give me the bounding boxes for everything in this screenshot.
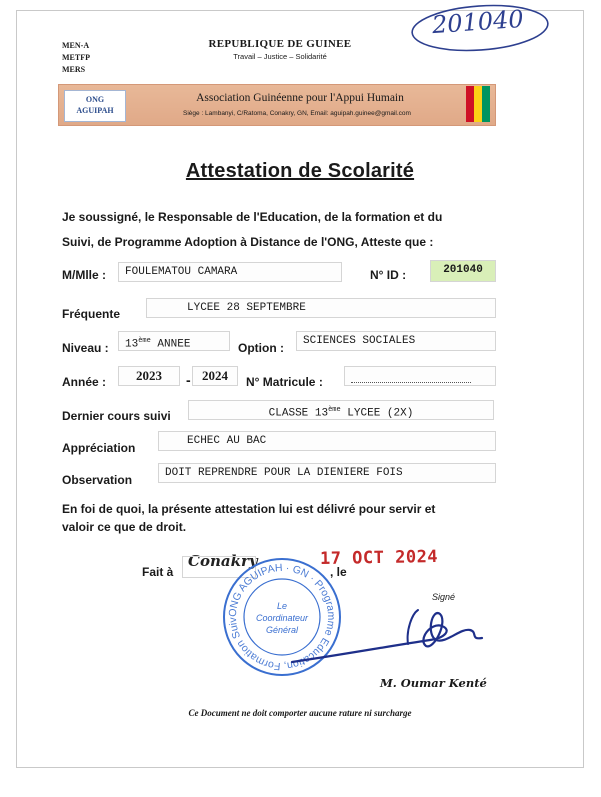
level-field [118, 331, 230, 351]
ong-logo-line-2: AGUIPAH [76, 106, 114, 115]
flag-stripe-red [466, 86, 474, 122]
matricule-field [344, 366, 496, 386]
ref-number: 201040 [431, 4, 525, 40]
id-field: 201040 [430, 260, 496, 282]
date-label: , le [330, 565, 347, 579]
ministry-line-3: MERS [62, 65, 86, 74]
last-course-main: CLASSE 13 [268, 407, 329, 420]
signatory-name: M. Oumar Kenté [380, 676, 487, 690]
last-course-label: Dernier cours suivi [62, 409, 171, 423]
observation-field: DOIT REPRENDRE POUR LA DIENIERE FOIS [158, 463, 496, 483]
last-course-field [188, 400, 494, 420]
flag-stripe-yellow [474, 86, 482, 122]
association-name: Association Guinéenne pour l'Appui Humain [196, 92, 404, 104]
date-stamp: 17 OCT 2024 [319, 546, 439, 570]
observation-label: Observation [62, 473, 133, 487]
signature-mark [280, 600, 500, 670]
matricule-dotted-line [351, 368, 471, 383]
level-value-main: 13 [125, 338, 139, 351]
option-field: SCIENCES SOCIALES [296, 331, 496, 351]
closing-line-1: En foi de quoi, la présente attestation lui est délivré pour servir et [62, 502, 436, 516]
ong-logo-line-1: ONG [85, 95, 105, 104]
year-separator: - [186, 372, 191, 388]
place-value: Conakry [188, 552, 258, 570]
year-label: Année : [62, 375, 107, 389]
place-label: Fait à [142, 565, 174, 579]
last-course-rest: LYCEE (2X) [340, 407, 414, 420]
school-field: LYCEE 28 SEPTEMBRE [146, 298, 496, 318]
last-course-sup: ème [328, 406, 341, 414]
flag-stripe-green [482, 86, 490, 122]
appreciation-label: Appréciation [62, 441, 136, 455]
year-start-field: 2023 [118, 366, 180, 386]
republic-motto: Travail – Justice – Solidarité [233, 52, 327, 61]
name-label: M/Mlle : [62, 268, 106, 282]
stamp-center-line-3: Général [265, 625, 299, 635]
option-label: Option : [238, 341, 284, 355]
signed-label: Signé [432, 592, 456, 602]
ministry-line-2: METFP [62, 53, 90, 62]
matricule-label: N° Matricule : [246, 375, 323, 389]
id-label: N° ID : [370, 268, 407, 282]
level-value-sup: ème [138, 337, 151, 345]
appreciation-field: ECHEC AU BAC [158, 431, 496, 451]
name-field: FOULEMATOU CAMARA [118, 262, 342, 282]
school-label: Fréquente [62, 307, 121, 321]
stamp-center-line-1: Le [276, 601, 288, 611]
ong-logo [64, 90, 126, 122]
intro-line-2: Suivi, de Programme Adoption à Distance de l'ONG, Atteste que : [62, 235, 434, 249]
level-label: Niveau : [62, 341, 109, 355]
stamp-ring-text: ONG AGUIPAH · GN · Programme Education, Formation Suiv [226, 561, 338, 673]
republic-title: REPUBLIQUE DE GUINEE [208, 38, 352, 50]
intro-line-1: Je soussigné, le Responsable de l'Education, de la formation et du [62, 210, 443, 224]
association-address: Siège : Lambanyi, C/Ratoma, Conakry, GN, Email: aguipah.guinee@gmail.com [183, 110, 411, 117]
year-end-field: 2024 [192, 366, 238, 386]
ministry-line-1: MEN-A [62, 41, 90, 50]
closing-line-2: valoir ce que de droit. [62, 520, 187, 534]
document-title: Attestation de Scolarité [185, 160, 415, 182]
footer-note: Ce Document ne doit comporter aucune rature ni surcharge [188, 708, 412, 718]
level-value-rest: ANNEE [150, 338, 191, 351]
stamp-center-line-2: Coordinateur [255, 613, 309, 623]
